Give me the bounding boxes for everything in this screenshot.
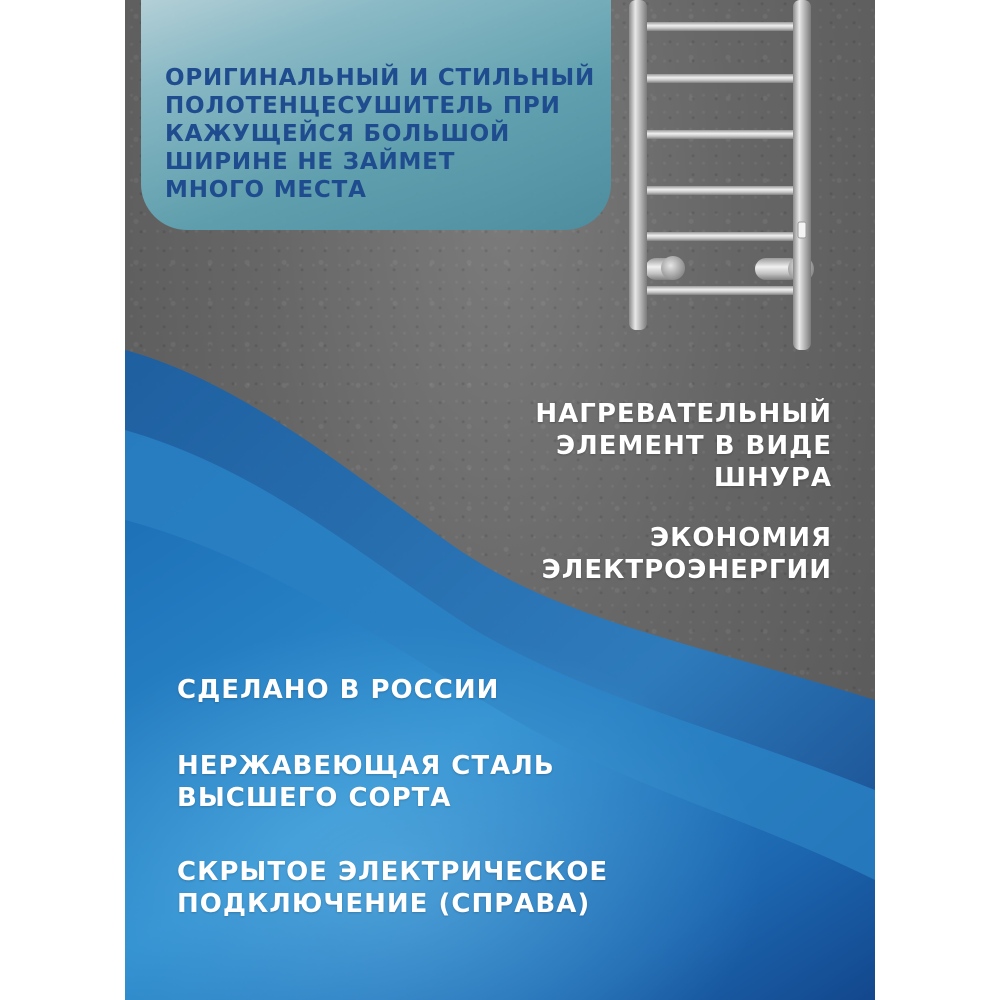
intro-text: [165, 64, 615, 204]
intro-line: ОРИГИНАЛЬНЫЙ И СТИЛЬНЫЙ: [165, 65, 596, 91]
feature-line: ЭКОНОМИЯ: [650, 523, 832, 553]
towel-rail-icon: [615, 0, 855, 360]
feature-hidden-connection: [177, 856, 697, 920]
feature-stainless-steel: [177, 750, 697, 814]
feature-line: СДЕЛАНО В РОССИИ: [177, 675, 500, 705]
intro-line: КАЖУЩЕЙСЯ БОЛЬШОЙ: [165, 121, 511, 147]
feature-made-in-russia: [177, 674, 697, 706]
intro-line: ШИРИНЕ НЕ ЗАЙМЕТ: [165, 149, 456, 175]
feature-line: СКРЫТОЕ ЭЛЕКТРИЧЕСКОЕ: [177, 857, 609, 887]
feature-line: ШНУРА: [713, 463, 832, 493]
feature-line: ЭЛЕКТРОЭНЕРГИИ: [541, 555, 832, 585]
intro-line: МНОГО МЕСТА: [165, 177, 367, 203]
feature-line: НЕРЖАВЕЮЩАЯ СТАЛЬ: [177, 751, 555, 781]
feature-energy-saving: [412, 522, 832, 586]
infographic-card: [125, 0, 875, 1000]
feature-line: ЭЛЕМЕНТ В ВИДЕ: [556, 431, 832, 461]
feature-line: ВЫСШЕГО СОРТА: [177, 783, 452, 813]
feature-line: ПОДКЛЮЧЕНИЕ (СПРАВА): [177, 889, 591, 919]
feature-line: НАГРЕВАТЕЛЬНЫЙ: [535, 399, 832, 429]
intro-line: ПОЛОТЕНЦЕСУШИТЕЛЬ ПРИ: [165, 93, 561, 119]
feature-heating-element: [412, 398, 832, 494]
